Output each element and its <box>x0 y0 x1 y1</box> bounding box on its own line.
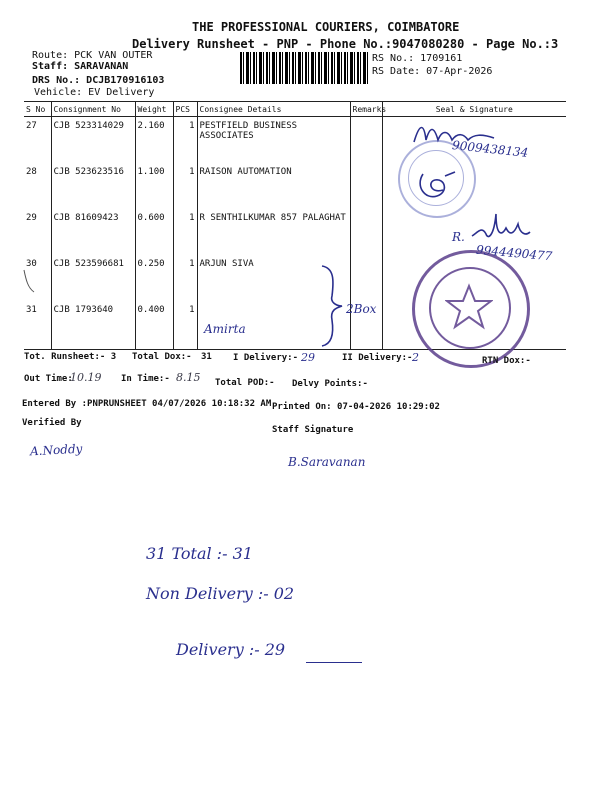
cell-weight: 0.250 <box>135 255 173 301</box>
cell-weight: 0.400 <box>135 301 173 350</box>
cell-sno: 27 <box>26 121 37 131</box>
rs-number: RS No.: 1709161 <box>372 53 463 64</box>
cell-consignee: ARJUN SIVA <box>197 255 350 301</box>
col-weight: Weight <box>135 102 173 117</box>
cell-consignee: RAISON AUTOMATION <box>197 163 350 209</box>
company-name: THE PROFESSIONAL COURIERS, COIMBATORE <box>192 20 460 34</box>
total-pod-label: Total POD:- <box>215 378 275 388</box>
cell-sno: 29 <box>26 213 37 223</box>
out-time-label: Out Time: <box>24 374 73 384</box>
total-dox-value: 31 <box>201 352 212 362</box>
remarks-box-count: 2Box <box>346 302 377 316</box>
cell-consignee: R SENTHILKUMAR 857 PALAGHAT <box>197 209 350 255</box>
cell-remarks <box>350 255 382 301</box>
entered-by: Entered By :PNPRUNSHEET 04/07/2026 10:18:32 AM <box>22 399 272 409</box>
total-dox-label: Total Dox:- <box>132 352 192 362</box>
cell-consignment: CJB 523596681 <box>51 255 135 301</box>
cell-consignment: CJB 523623516 <box>51 163 135 209</box>
row29-signature-scribble <box>470 206 532 246</box>
summary-non-delivery: Non Delivery :- 02 <box>146 584 295 603</box>
drs-number: DRS No.: DCJB170916103 <box>32 75 165 86</box>
rs-date: RS Date: 07-Apr-2026 <box>372 66 493 77</box>
table-row <box>24 163 566 209</box>
staff-signature: B.Saravanan <box>288 455 366 469</box>
tot-runsheet: Tot. Runsheet:- 3 <box>24 352 117 362</box>
runsheet-title: Delivery Runsheet - PNP - Phone No.:9047080280 - Page No.:3 <box>132 37 559 51</box>
col-sno: S No <box>24 102 51 117</box>
i-delivery-value: 29 <box>301 351 315 364</box>
cell-consignment: CJB 1793640 <box>51 301 135 350</box>
vehicle-label: Vehicle: EV Delivery <box>34 87 155 98</box>
row29-phone-handwritten: 9944490477 <box>475 242 553 264</box>
summary-delivery: Delivery :- 29 <box>176 640 286 659</box>
cell-weight: 2.160 <box>135 117 173 164</box>
ii-delivery-value: 2 <box>412 351 419 364</box>
cell-weight: 0.600 <box>135 209 173 255</box>
col-seal-signature: Seal & Signature <box>382 102 566 117</box>
cell-remarks <box>350 163 382 209</box>
route-label: Route: PCK VAN OUTER <box>32 50 153 61</box>
summary-total: 31 Total :- 31 <box>146 544 253 563</box>
i-delivery-label: I Delivery:- <box>233 353 299 363</box>
cell-sno: 31 <box>24 301 51 350</box>
row29-sign-initial: R. <box>452 230 465 244</box>
col-consignment: Consignment No <box>51 102 135 117</box>
cell-consignee: PESTFIELD BUSINESS ASSOCIATES <box>197 117 350 164</box>
printed-on: Printed On: 07-04-2026 10:29:02 <box>272 402 440 412</box>
col-remarks: Remarks <box>350 102 382 117</box>
col-pcs: PCS <box>173 102 197 117</box>
in-time-value: 8.15 <box>176 371 201 384</box>
out-time-value: 10.19 <box>70 371 102 384</box>
cell-consignment: CJB 523314029 <box>51 117 135 164</box>
remarks-brace <box>318 262 346 348</box>
summary-delivery-underline <box>306 662 362 663</box>
in-time-label: In Time:- <box>121 374 170 384</box>
verified-by-signature: A.Noddy <box>29 441 83 459</box>
cell-remarks <box>350 117 382 164</box>
delvy-points-label: Delvy Points:- <box>292 379 368 389</box>
row30-tick-mark <box>22 268 36 294</box>
row31-receiver-name: Amirta <box>204 322 246 336</box>
cell-pcs: 1 <box>173 117 197 164</box>
cell-pcs: 1 <box>173 255 197 301</box>
cell-sno: 30 <box>26 259 37 269</box>
cell-remarks <box>350 209 382 255</box>
ii-delivery-label: II Delivery:- <box>342 353 413 363</box>
row28-signature-scribble <box>415 168 463 204</box>
row27-phone-handwritten: 9009438134 <box>451 138 529 160</box>
cell-weight: 1.100 <box>135 163 173 209</box>
rtn-dox-label: RTN Dox:- <box>482 356 531 366</box>
verified-by-label: Verified By <box>22 418 82 428</box>
cell-pcs: 1 <box>173 301 197 350</box>
col-consignee: Consignee Details <box>197 102 350 117</box>
cell-consignment: CJB 81609423 <box>51 209 135 255</box>
cell-pcs: 1 <box>173 209 197 255</box>
barcode <box>240 52 368 84</box>
staff-signature-label: Staff Signature <box>272 425 354 435</box>
cell-sno: 28 <box>26 167 37 177</box>
table-header-row <box>24 102 566 117</box>
cell-pcs: 1 <box>173 163 197 209</box>
company-seal-stamp <box>412 250 530 368</box>
staff-label: Staff: SARAVANAN <box>32 61 129 72</box>
